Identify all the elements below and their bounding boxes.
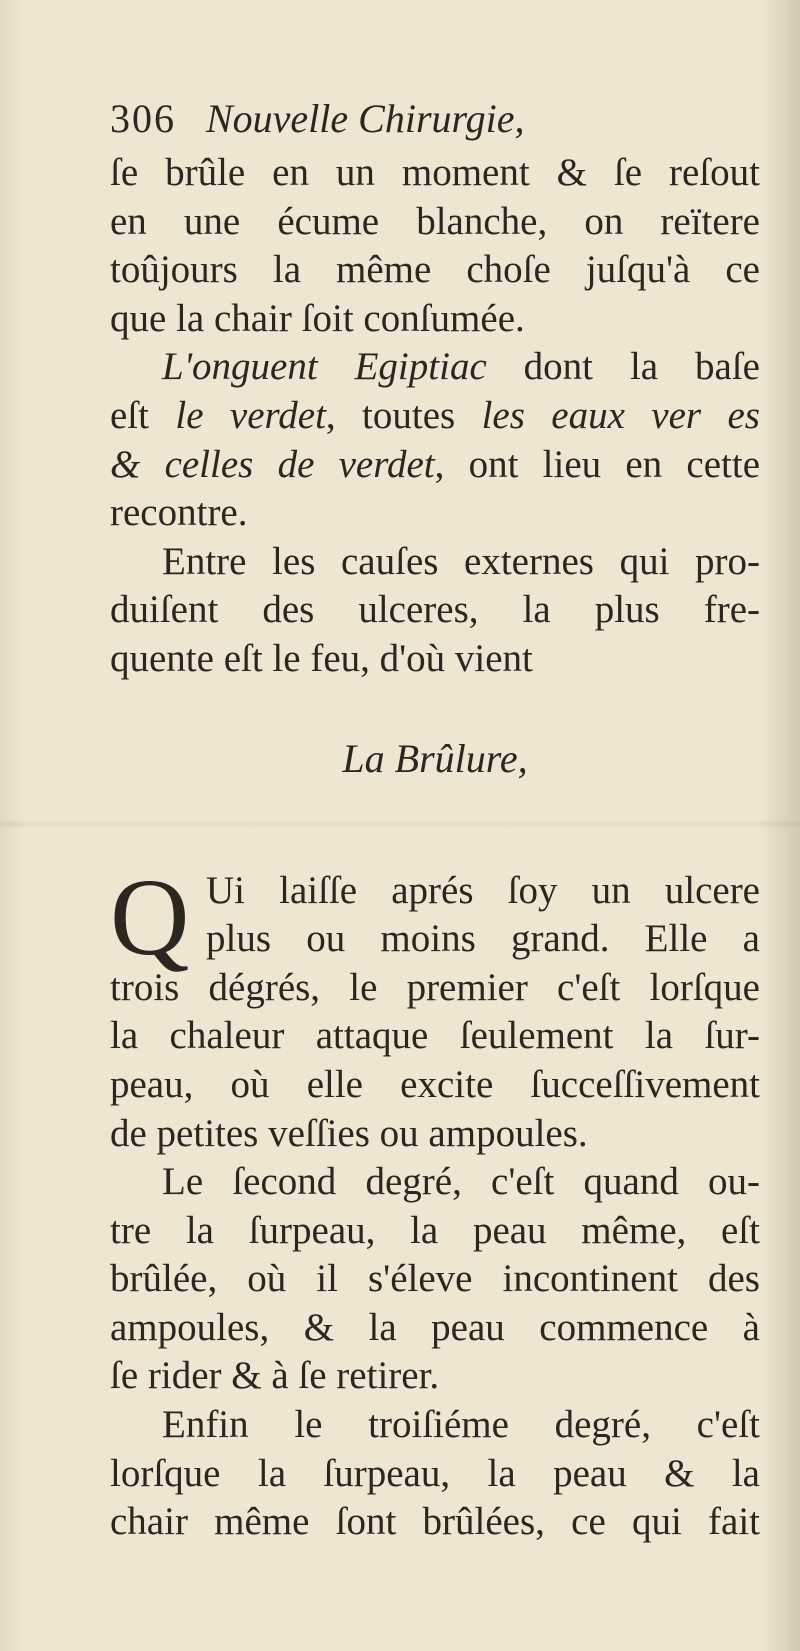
text-line: lorſque la ſurpeau, la peau & la xyxy=(110,1451,760,1495)
paragraph-1 xyxy=(110,149,760,343)
spacer xyxy=(110,827,760,867)
text-span: , toutes xyxy=(325,393,482,437)
text-span: eſt xyxy=(110,393,176,437)
page-header xyxy=(110,95,760,149)
paragraph-4 xyxy=(110,855,760,1159)
text-line: la chaleur attaque ſeulement la ſur- xyxy=(110,1014,760,1058)
paragraph-5 xyxy=(110,1158,760,1401)
page-number: 306 xyxy=(110,96,176,141)
paragraph-2 xyxy=(110,343,760,537)
text-line xyxy=(110,392,760,441)
text-line: Le ſecond degré, c'eſt quand ou- xyxy=(162,1160,760,1204)
text-line: ampoules, & la peau commence à xyxy=(110,1305,760,1349)
text-line: recontre. xyxy=(110,491,248,535)
text-line: brûlée, où il s'éleve incontinent des xyxy=(110,1257,760,1301)
italic-term: le verdet xyxy=(175,393,326,437)
running-title: Nouvelle Chirurgie, xyxy=(206,96,525,141)
text-line: Ui laiſſe aprés ſoy un ulcere xyxy=(206,868,760,912)
text-line: Enfin le troiſiéme degré, c'eſt xyxy=(162,1403,760,1447)
italic-term: les eaux ver es xyxy=(481,393,760,437)
text-span: dont la baſe xyxy=(486,345,760,389)
text-line: ſe brûle en un moment & ſe reſout xyxy=(110,151,760,194)
remedy-name: L'onguent Egiptiac xyxy=(162,345,487,389)
paragraph-6 xyxy=(110,1401,760,1547)
paragraph-3 xyxy=(110,538,760,684)
text-line: de petites veſſies ou ampoules. xyxy=(110,1111,588,1155)
italic-term: & celles de verdet xyxy=(110,442,435,486)
text-line: en une écume blanche, on reïtere xyxy=(110,199,760,243)
text-line: plus ou moins grand. Elle a xyxy=(206,917,760,961)
text-line: ſe rider & à ſe retirer. xyxy=(110,1354,440,1398)
text-line: que la chair ſoit conſumée. xyxy=(110,296,525,340)
text-line: peau, où elle excite ſucceſſivement xyxy=(110,1062,760,1106)
text-line: quente eſt le feu, d'où vient xyxy=(110,636,533,680)
text-line: toûjours la même choſe juſqu'à ce xyxy=(110,248,760,292)
text-line: trois dégrés, le premier c'eſt lorſque xyxy=(110,965,760,1009)
section-heading: La Brûlure, xyxy=(342,735,528,781)
text-line xyxy=(110,441,760,490)
page-text xyxy=(110,95,760,1547)
text-line: Entre les cauſes externes qui pro- xyxy=(162,539,760,583)
text-line xyxy=(110,343,760,392)
text-line: tre la ſurpeau, la peau même, eſt xyxy=(110,1208,760,1252)
text-line: duiſent des ulceres, la plus fre- xyxy=(110,588,760,632)
text-line: chair même ſont brûlées, ce qui fait xyxy=(110,1500,760,1544)
drop-cap: Q xyxy=(110,855,190,978)
text-span: , ont lieu en cette xyxy=(434,442,760,486)
